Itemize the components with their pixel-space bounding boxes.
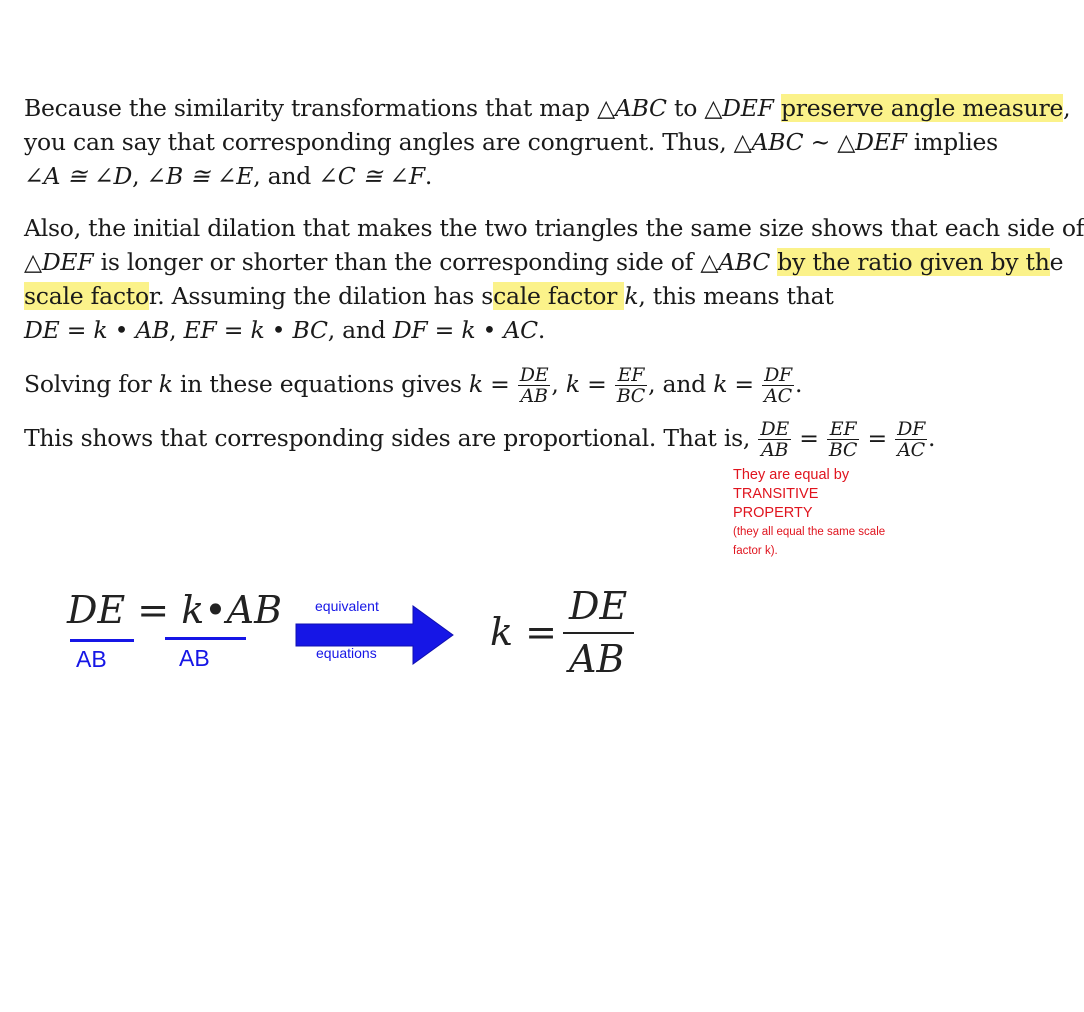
equation-de-k-ab: DE = k•AB	[67, 588, 283, 632]
paragraph-solving: Solving for k in these equations gives k = $\frac{DE}{AB}$ , k = $\frac{EF}{BC}$ , and k = $\frac{DF}{AC}$ .	[24, 364, 803, 407]
result-k-equals: k =	[490, 610, 557, 654]
p2-line2: △DEF is longer or shorter than the corresponding side of △ABC by the ratio given by the	[24, 248, 1064, 276]
prop-fraction-3: $\frac{DF}{AC}$	[897, 418, 926, 461]
fraction-df-ac: $\frac{DF}{AC}$	[764, 364, 792, 407]
result-denominator: AB	[569, 637, 625, 681]
result-numerator: DE	[569, 584, 628, 628]
highlight-preserve-angle: preserve angle measure	[780, 94, 1064, 122]
p2-line1: Also, the initial dilation that makes the two triangles the same size shows that each side of	[24, 214, 1084, 242]
paragraph-dilation	[24, 211, 1084, 347]
highlight-ratio: by the ratio given by th	[777, 248, 1050, 276]
p1-line1: Because the similarity transformations that map △ABC to △DEF preserve angle measure,	[24, 94, 1071, 122]
p1-line2: you can say that corresponding angles are congruent. Thus, △ABC ~ △DEF implies	[24, 128, 998, 156]
paragraph-proportional: This shows that corresponding sides are proportional. That is, $\frac{DE}{AB}$ = $\frac{EF}{BC}$ = $\frac{DF}{AC}$ .	[24, 418, 936, 461]
divisor-bar-right	[165, 637, 246, 640]
divisor-bar-left	[70, 639, 134, 642]
arrow-label-equations: equations	[316, 645, 377, 661]
fraction-ef-bc: $\frac{EF}{BC}$	[616, 364, 646, 407]
divisor-ab-right: AB	[179, 645, 210, 671]
highlight-scale-factor-2: cale factor	[493, 282, 625, 310]
highlight-scale-factor-1: scale facto	[24, 282, 149, 310]
paragraph-angles	[24, 91, 1071, 193]
p2-line3: scale factor. Assuming the dilation has scale factor k, this means that	[24, 282, 834, 310]
arrow-label-equivalent: equivalent	[315, 598, 379, 614]
prop-fraction-2: $\frac{EF}{BC}$	[828, 418, 858, 461]
p1-line3: ∠A ≅ ∠D, ∠B ≅ ∠E, and ∠C ≅ ∠F.	[24, 162, 433, 190]
prop-fraction-1: $\frac{DE}{AB}$	[760, 418, 789, 461]
p2-line4: DE = k • AB, EF = k • BC, and DF = k • AC.	[24, 316, 546, 344]
divisor-ab-left: AB	[76, 646, 107, 672]
transitive-property-note: They are equal by TRANSITIVE PROPERTY (they all equal the same scale factor k).	[733, 467, 886, 557]
fraction-de-ab: $\frac{DE}{AB}$	[519, 364, 549, 407]
result-fraction-bar	[563, 632, 634, 634]
